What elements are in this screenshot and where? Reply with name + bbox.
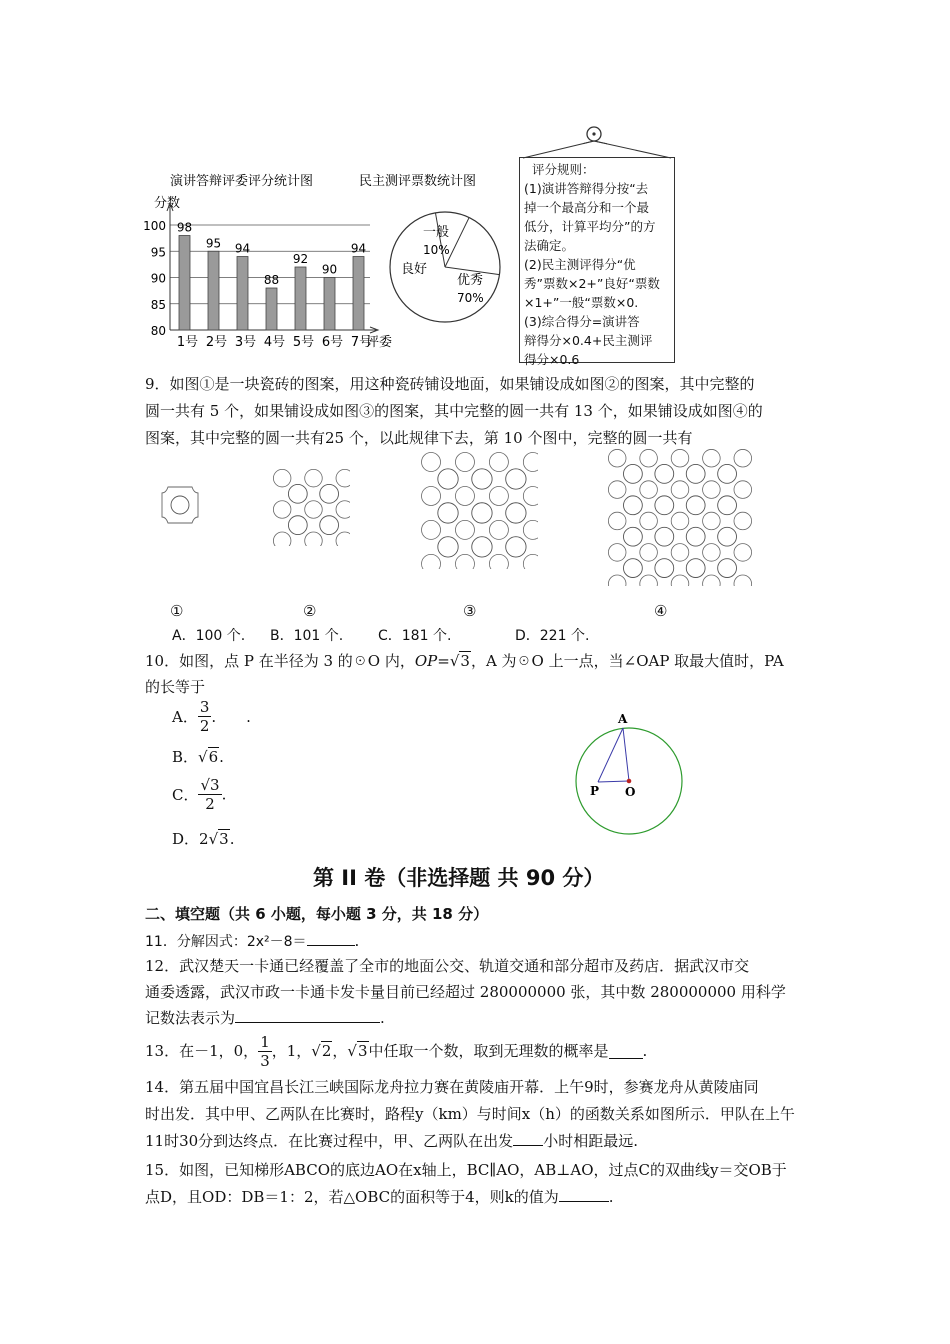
x-tick-label: 6号 — [321, 335, 344, 350]
rule-line: 得分×0.6 — [524, 352, 580, 367]
tile-circle — [472, 469, 492, 489]
tile-corner-circle — [422, 486, 441, 505]
tile-circle — [506, 469, 526, 489]
tile-corner-circle — [734, 544, 752, 562]
tile-circle — [623, 496, 642, 515]
tile-corner-circle — [703, 544, 721, 562]
y-tick-label: 95 — [150, 245, 166, 260]
q10-text-b: ，A 为☉O 上一点，当∠OAP 取最大值时，PA — [470, 652, 784, 670]
tile-corner-circle — [640, 575, 658, 586]
section-2-title: 第 II 卷（非选择题 共 90 分） — [313, 866, 605, 890]
tile-corner-circle — [640, 449, 658, 467]
tile-circle — [655, 464, 674, 483]
tile-corner-circle — [640, 512, 658, 530]
scoring-rules-box — [519, 157, 675, 367]
tile-corner-circle — [489, 520, 508, 539]
bar-value-label: 94 — [350, 241, 367, 256]
tile-circle — [320, 516, 339, 535]
tile-corner-circle — [455, 554, 474, 569]
y-tick-label: 85 — [150, 297, 166, 312]
tile-corner-circle — [671, 544, 689, 562]
tile-circle — [686, 527, 705, 546]
pie-label-yiban: 一般 — [423, 225, 450, 240]
tile-corner-circle — [671, 481, 689, 499]
pie-chart — [355, 165, 515, 340]
tile-circle — [320, 484, 339, 503]
q10-line-1 — [145, 648, 784, 675]
y-tick-label: 80 — [150, 324, 166, 338]
bar-value-label: 88 — [263, 273, 280, 287]
tile-corner-circle — [422, 520, 441, 539]
tile-circle — [506, 537, 526, 557]
tile-circle — [718, 527, 737, 546]
bar-2 — [208, 251, 219, 330]
tile-corner-circle — [305, 501, 323, 519]
tile-corner-circle — [671, 449, 689, 467]
q15-line-2: 点D，且OD：DB＝1：2，若△OBC的面积等于4，则k的值为 . — [145, 1188, 614, 1206]
fig-label-1: ① — [170, 602, 184, 620]
q10-option-b: B．√6. — [172, 748, 224, 766]
tile-figure-4 — [605, 446, 765, 586]
point-o-dot — [627, 779, 632, 784]
tile-corner-circle — [273, 532, 291, 546]
tile-circle — [623, 559, 642, 578]
pie-pct-yiban: 10% — [423, 243, 450, 257]
tile-corner-circle — [455, 520, 474, 539]
tile-circle — [472, 537, 492, 557]
tile-circle — [655, 559, 674, 578]
tile-corner-circle — [523, 520, 538, 539]
label-p: P — [590, 784, 600, 798]
q9-line-2: 圆一共有 5 个，如果铺设成如图③的图案，其中完整的圆一共有 13 个，如果铺设成如图④的 — [145, 402, 763, 420]
tile-corner-circle — [671, 575, 689, 586]
tile-circle — [718, 559, 737, 578]
tile-circle — [718, 496, 737, 515]
tile-corner-circle — [455, 453, 474, 472]
pie-pct-youxiu: 70% — [457, 291, 484, 305]
rule-line: (1)演讲答辩得分按“去 — [524, 181, 649, 196]
rule-line: ×1+”一般“票数×0. — [524, 295, 639, 310]
tile-corner-circle — [734, 449, 752, 467]
tile-figure-3 — [418, 449, 538, 569]
q14-line-1: 14．第五届中国宜昌长江三峡国际龙舟拉力赛在黄陵庙开幕．上午9时，参赛龙舟从黄陵庙同 — [145, 1078, 759, 1096]
tile-circle — [686, 559, 705, 578]
tile-corner-circle — [608, 449, 626, 467]
tile-circle — [288, 484, 307, 503]
tile-corner-circle — [336, 469, 350, 487]
bar-value-label: 95 — [205, 236, 222, 251]
pie-label-youxiu: 优秀 — [457, 273, 484, 288]
q12-line-3: 记数法表示为 . — [145, 1009, 385, 1027]
tile-corner-circle — [305, 469, 323, 487]
fig-label-3: ③ — [463, 602, 477, 620]
rule-line: 评分规则： — [532, 162, 595, 177]
x-tick-label: 2号 — [205, 335, 228, 350]
q10-option-c: C． $\frac{√3}{2}$ . — [172, 776, 227, 813]
tile-circle — [506, 503, 526, 523]
circle-figure — [570, 708, 690, 838]
x-tick-label: 4号 — [263, 335, 286, 350]
q9-option-b: B．101 个. — [270, 628, 344, 644]
tile-corner-circle — [489, 486, 508, 505]
part-2-heading: 二、填空题（共 6 小题，每小题 3 分，共 18 分） — [145, 905, 489, 923]
tile-figure-1 — [160, 485, 200, 525]
q12-line-1: 12．武汉楚天一卡通已经覆盖了全市的地面公交、轨道交通和部分超市及药店．据武汉市交 — [145, 957, 750, 975]
bar-value-label: 92 — [292, 252, 309, 266]
tile-circle — [623, 527, 642, 546]
tile-corner-circle — [305, 532, 323, 546]
x-tick-label: 1号 — [176, 335, 199, 350]
tile-corner-circle — [523, 453, 538, 472]
x-tick-label: 3号 — [234, 335, 257, 350]
tile-circle — [438, 469, 458, 489]
q15-line-1: 15．如图，已知梯形ABCO的底边AO在x轴上，BC∥AO，AB⊥AO，过点C的双曲线y＝交OB于 — [145, 1161, 787, 1179]
q10-sqrt3: √3 — [449, 652, 470, 670]
q9-line-3: 图案，其中完整的圆一共有25 个，以此规律下去，第 10 个图中，完整的圆一共有 — [145, 429, 693, 447]
bar-value-label: 94 — [234, 241, 251, 256]
tile-corner-circle — [703, 512, 721, 530]
fig-label-4: ④ — [654, 602, 668, 620]
tile-corner-circle — [734, 575, 752, 586]
rule-line: 秀”票数×2+”良好“票数 — [524, 276, 660, 291]
bar-chart-xlabel: 评委 — [366, 335, 393, 350]
tile-circle — [438, 537, 458, 557]
tile-corner-circle — [640, 481, 658, 499]
q14-line-3: 11时30分到达终点．在比赛过程中，甲、乙两队在出发 小时相距最远. — [145, 1132, 638, 1150]
bar-1 — [179, 236, 190, 331]
q10-option-a: A． $\frac{3}{2}$ . . — [172, 698, 251, 735]
tile-circle — [623, 464, 642, 483]
tile-corner-circle — [523, 554, 538, 569]
tile-corner-circle — [608, 575, 626, 586]
x-tick-label: 7号 — [350, 335, 373, 350]
q9-option-a: A．100 个. — [172, 628, 246, 644]
rule-line: (3)综合得分=演讲答 — [524, 314, 640, 329]
tile-corner-circle — [489, 453, 508, 472]
rule-line: 法确定。 — [524, 238, 575, 253]
label-o: O — [625, 785, 636, 799]
bar-value-label: 90 — [321, 262, 338, 277]
q10-text-a: 10．如图，点 P 在半径为 3 的☉O 内， — [145, 652, 415, 670]
q10-op: OP — [414, 652, 438, 670]
label-a: A — [618, 712, 628, 726]
tile-corner-circle — [273, 469, 291, 487]
bar-3 — [237, 257, 248, 331]
tile-corner-circle — [703, 449, 721, 467]
y-tick-label: 100 — [143, 219, 166, 233]
tile-corner-circle — [734, 512, 752, 530]
tile-circle — [686, 464, 705, 483]
y-tick-label: 90 — [150, 271, 166, 286]
q10-line-2: 的长等于 — [145, 678, 206, 696]
q10-eq: = — [437, 652, 450, 670]
pie-chart-title: 民主测评票数统计图 — [359, 174, 477, 189]
bar-4 — [266, 288, 277, 330]
x-tick-label: 5号 — [292, 335, 315, 350]
fig-label-2: ② — [303, 602, 317, 620]
pie-label-lianghao: 良好 — [401, 262, 428, 277]
q9-line-1: 9．如图①是一块瓷砖的图案，用这种瓷砖铺设地面，如果铺设成如图②的图案，其中完整的 — [145, 375, 755, 393]
q13-line: 13．在－1，0， $\frac{1}{3}$ ，1，√2，√3中任取一个数，取到无理数的概率是 . — [145, 1032, 648, 1070]
q9-option-d: D．221 个. — [515, 628, 590, 644]
tile-circle — [438, 503, 458, 523]
bar-value-label: 98 — [176, 220, 193, 235]
tile-circle — [718, 464, 737, 483]
q11-line: 11．分解因式：2x²－8＝ . — [145, 932, 360, 950]
rule-line: 辩得分×0.4+民主测评 — [524, 333, 653, 348]
tile-corner-circle — [455, 486, 474, 505]
tile-corner-circle — [422, 554, 441, 569]
tile-corner-circle — [734, 481, 752, 499]
rule-line: (2)民主测评得分“优 — [524, 257, 636, 272]
tile-corner-circle — [608, 544, 626, 562]
tile-circle — [655, 496, 674, 515]
tile-corner-circle — [671, 512, 689, 530]
bar-6 — [324, 278, 335, 331]
rule-line: 低分，计算平均分”的方 — [524, 219, 656, 234]
tile-corner-circle — [608, 512, 626, 530]
bar-chart-title: 演讲答辩评委评分统计图 — [170, 174, 314, 189]
q9-option-c: C．181 个. — [378, 628, 452, 644]
tile-corner-circle — [640, 544, 658, 562]
pin-strings — [519, 139, 679, 159]
tile-circle — [472, 503, 492, 523]
tile-corner-circle — [703, 481, 721, 499]
tile-corner-circle — [489, 554, 508, 569]
q10-option-d: D．2√3. — [172, 830, 235, 848]
tile-corner-circle — [336, 501, 350, 519]
tile-circle — [288, 516, 307, 535]
tile-corner-circle — [422, 453, 441, 472]
tile-corner-circle — [273, 501, 291, 519]
tile-corner-circle — [608, 481, 626, 499]
q14-line-2: 时出发．其中甲、乙两队在比赛时，路程y（km）与时间x（h）的函数关系如图所示．甲队在上午 — [145, 1105, 795, 1123]
tile-circle — [686, 496, 705, 515]
bar-5 — [295, 267, 306, 330]
tile-circle — [655, 527, 674, 546]
tile-corner-circle — [523, 486, 538, 505]
tile-corner-circle — [703, 575, 721, 586]
q12-line-2: 通委透露，武汉市政一卡通卡发卡量目前已经超过 280000000 张，其中数 280000000 用科学 — [145, 983, 786, 1001]
tile-figure-2 — [270, 466, 350, 546]
tile-corner-circle — [336, 532, 350, 546]
rule-line: 掉一个最高分和一个最 — [524, 200, 650, 215]
bar-chart-ylabel: 分数 — [154, 196, 181, 211]
